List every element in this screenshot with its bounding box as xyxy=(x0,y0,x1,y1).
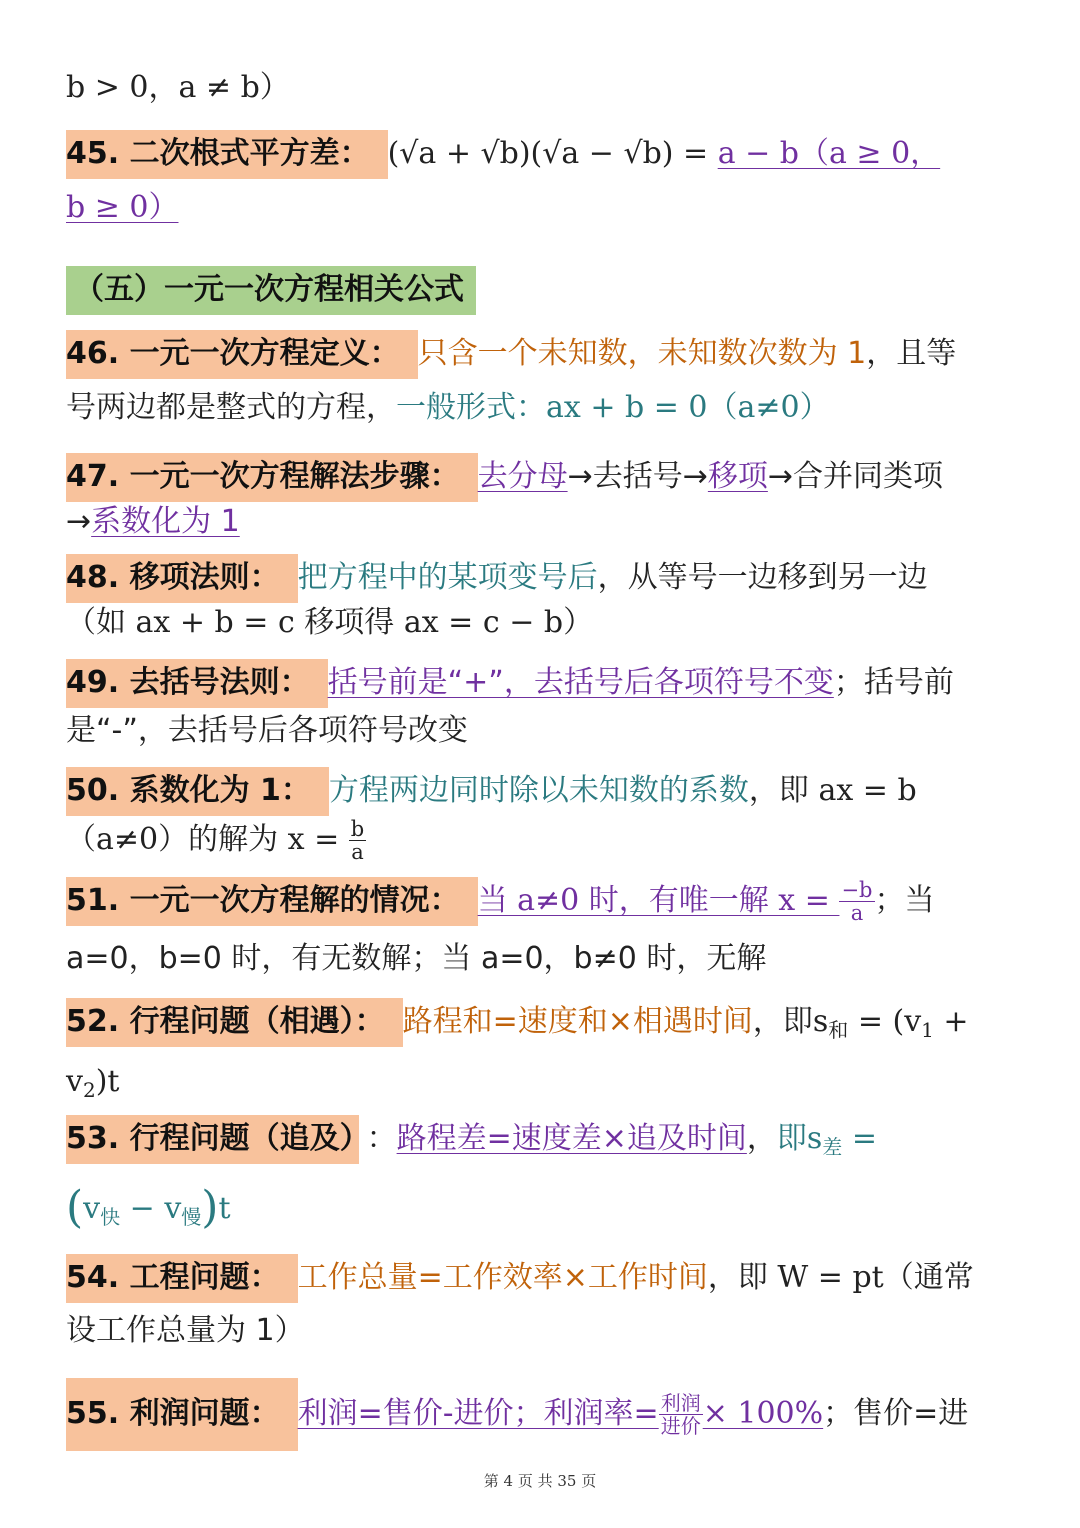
section-5-title: （五）一元一次方程相关公式 xyxy=(66,266,476,315)
item-55: 55. 利润问题： 利润=售价-进价；利润率= $\frac{\text{利润}}{\text{进价}}$ × 100%；售价=进 xyxy=(66,1392,968,1437)
item-52-cont: $v_2)t$ xyxy=(66,1064,120,1102)
item-47: 47. 一元一次方程解法步骤： 去分母→去括号→移项→合并同类项 xyxy=(66,455,943,499)
item-54-label: 54. 工程问题： xyxy=(66,1254,298,1303)
item-52-label: 52. 行程问题（相遇）： xyxy=(66,998,403,1047)
item-47-label: 47. 一元一次方程解法步骤： xyxy=(66,453,478,502)
item-45-expr: (√a + √b)(√a − √b) = xyxy=(387,136,718,171)
item-48-cont: （如 ax + b = c 移项得 ax = c − b） xyxy=(66,605,594,640)
item-55-label: 55. 利润问题： xyxy=(66,1378,298,1451)
item-48: 48. 移项法则： 把方程中的某项变号后，从等号一边移到另一边 xyxy=(66,556,928,600)
item-54: 54. 工程问题： 工作总量=工作效率×工作时间，即 W = pt（通常 xyxy=(66,1256,974,1300)
item-50-label: 50. 系数化为 1： xyxy=(66,767,329,816)
item-45 xyxy=(66,132,940,176)
item-51-label: 51. 一元一次方程解的情况： xyxy=(66,877,478,926)
item-45-answer: a − b（a ≥ 0， xyxy=(717,136,941,171)
item-45-label: 45. 二次根式平方差： xyxy=(66,130,388,179)
item-50-cont: （a≠0）的解为 x = $\frac{b}{a}$ xyxy=(66,817,365,864)
item-53: 53. 行程问题（追及） ：路程差=速度差×追及时间，即$s_差$ = xyxy=(66,1117,877,1161)
text-line: b > 0，a ≠ b） xyxy=(66,70,290,105)
item-45-answer-cont: b ≥ 0） xyxy=(66,190,179,225)
item-53-cont: $(v_快 - v_慢)t$ xyxy=(66,1182,231,1233)
item-46-label: 46. 一元一次方程定义： xyxy=(66,330,418,379)
item-49-label: 49. 去括号法则： xyxy=(66,659,328,708)
item-46-cont: 号两边都是整式的方程，一般形式：ax + b = 0（a≠0） xyxy=(66,390,830,425)
item-51: 51. 一元一次方程解的情况： 当 a≠0 时，有唯一解 x = $\frac{-b}{a}$ ；当 xyxy=(66,878,935,925)
item-47-cont: →系数化为 1 xyxy=(66,504,240,539)
item-54-cont: 设工作总量为 1） xyxy=(66,1313,305,1348)
item-49-cont: 是“-”，去括号后各项符号改变 xyxy=(66,713,468,748)
item-49: 49. 去括号法则： 括号前是“+”，去括号后各项符号不变；括号前 xyxy=(66,661,954,705)
item-46-definition: 只含一个未知数，未知数次数为 1 xyxy=(417,336,867,371)
item-52: 52. 行程问题（相遇）： 路程和=速度和×相遇时间，即$s_和 = (v_1$ + xyxy=(66,1000,969,1044)
page-footer: 第 4 页 共 35 页 xyxy=(483,1472,597,1490)
item-48-label: 48. 移项法则： xyxy=(66,554,298,603)
fraction-neg-b-over-a: $\frac{-b}{a}$ xyxy=(841,878,873,925)
item-46-general-form: 一般形式：ax + b = 0（a≠0） xyxy=(396,390,830,425)
item-45-cont xyxy=(66,186,179,230)
item-51-cont: a=0，b=0 时，有无数解；当 a=0，b≠0 时，无解 xyxy=(66,941,767,976)
fraction-b-over-a: $\frac{b}{a}$ xyxy=(350,817,365,864)
item-50: 50. 系数化为 1： 方程两边同时除以未知数的系数，即 ax = b xyxy=(66,769,917,813)
fraction-profit-over-cost: $\frac{\text{利润}}{\text{进价}}$ xyxy=(660,1391,701,1438)
item-53-label: 53. 行程问题（追及） xyxy=(66,1115,359,1164)
section-heading xyxy=(66,268,476,312)
item-46: 46. 一元一次方程定义： 只含一个未知数，未知数次数为 1，且等 xyxy=(66,332,956,376)
